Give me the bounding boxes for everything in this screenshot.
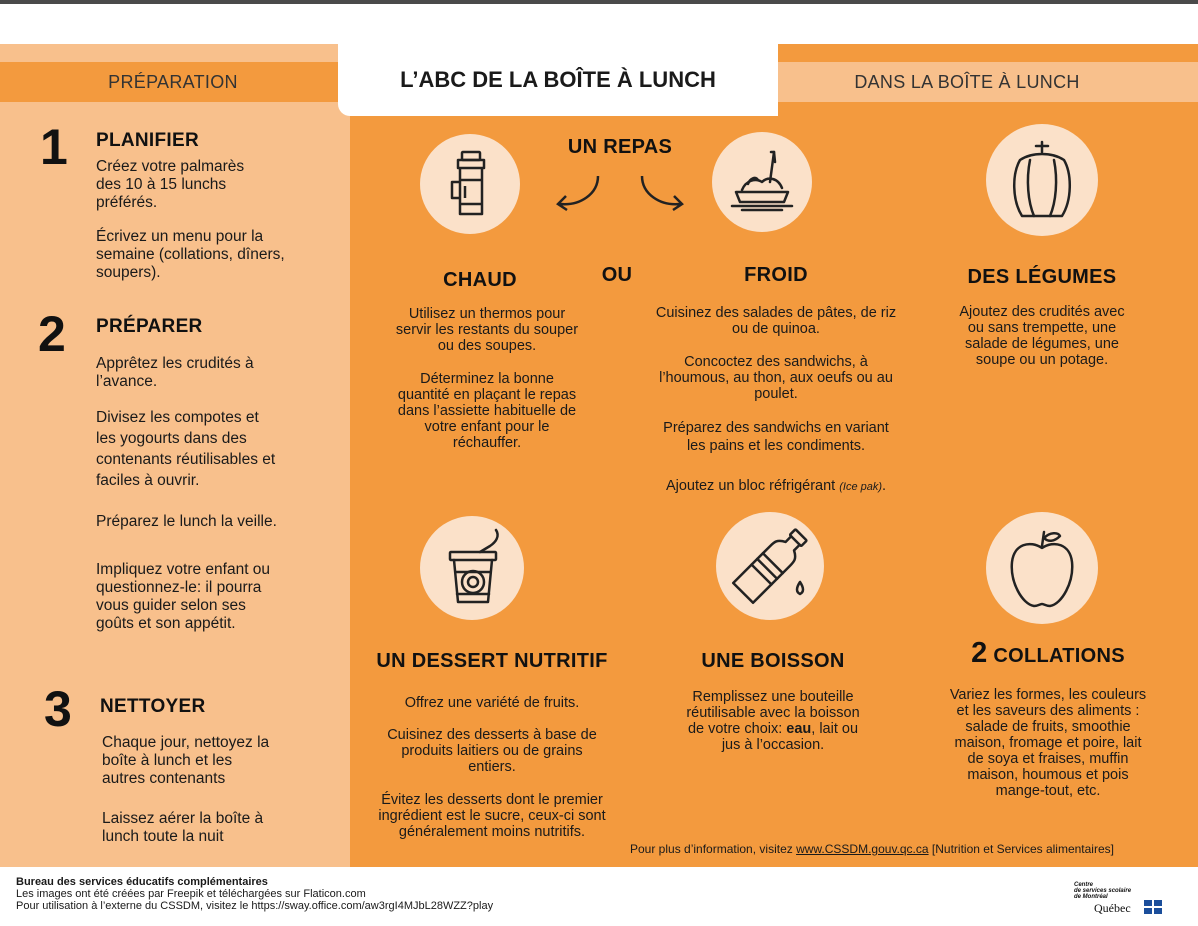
cold-paragraph-1: Cuisinez des salades de pâtes, de riz ou de quinoa. bbox=[655, 305, 897, 337]
drink-paragraph: Remplissez une bouteille réutilisable avec la boisson de votre choix: eau, lait ou jus à l’occasion. bbox=[686, 689, 860, 753]
cold-title: FROID bbox=[744, 264, 808, 286]
thermos-icon bbox=[420, 134, 520, 234]
vegetables-title: DES LÉGUMES bbox=[967, 266, 1117, 288]
step-2-title: PRÉPARER bbox=[96, 316, 203, 337]
lunchbox-header: DANS LA BOÎTE À LUNCH bbox=[854, 71, 1080, 92]
step-2-paragraph-1: Apprêtez les crudités à l’avance. bbox=[96, 355, 254, 390]
snacks-title: 2 COLLATIONS bbox=[971, 637, 1125, 669]
step-3-paragraph-1: Chaque jour, nettoyez la boîte à lunch et les autres contenants bbox=[102, 734, 270, 787]
meal-label: UN REPAS bbox=[567, 136, 673, 158]
hot-paragraph-2: Déterminez la bonne quantité en plaçant le repas dans l’assiette habituelle de votre enfant pour le réchauffer. bbox=[397, 371, 577, 451]
step-3-title: NETTOYER bbox=[100, 696, 206, 717]
header-band-right-accent bbox=[778, 44, 1198, 62]
cold-paragraph-2: Concoctez des sandwichs, à l’houmous, au thon, aux oeufs ou au poulet. bbox=[659, 354, 893, 402]
or-label: OU bbox=[601, 264, 633, 286]
header-band-left-accent bbox=[0, 44, 340, 62]
salad-bowl-icon bbox=[712, 132, 812, 232]
dessert-paragraph-3: Évitez les desserts dont le premier ingrédient est le sucre, ceux-ci sont généralement moins nutritifs. bbox=[378, 792, 606, 840]
hot-title: CHAUD bbox=[443, 269, 517, 291]
dessert-title: UN DESSERT NUTRITIF bbox=[376, 650, 608, 672]
step-3-paragraph-2: Laissez aérer la boîte à lunch toute la nuit bbox=[102, 810, 264, 845]
vegetables-paragraph: Ajoutez des crudités avec ou sans trempette, une salade de légumes, une soupe ou un potage. bbox=[959, 304, 1125, 368]
dessert-paragraph-1: Offrez une variété de fruits. bbox=[404, 695, 580, 711]
step-1-number: 1 bbox=[40, 119, 68, 175]
step-1-paragraph-1: Créez votre palmarès des 10 à 15 lunchs préférés. bbox=[96, 158, 245, 211]
step-2-number: 2 bbox=[38, 306, 66, 362]
step-2-paragraph-4: Impliquez votre enfant ou questionnez-le: il pourra vous guider selon ses goûts et son appétit. bbox=[96, 561, 271, 632]
water-bottle-icon bbox=[716, 512, 824, 620]
dessert-paragraph-2: Cuisinez des desserts à base de produits laitiers ou de grains entiers. bbox=[387, 727, 597, 775]
top-rule bbox=[0, 0, 1198, 4]
drink-title: UNE BOISSON bbox=[701, 650, 845, 672]
more-info-note: Pour plus d’information, visitez www.CSSDM.gouv.qc.ca [Nutrition et Services alimentaires] bbox=[630, 842, 1114, 856]
yogurt-icon bbox=[420, 516, 524, 620]
apple-icon bbox=[986, 512, 1098, 624]
step-1-title: PLANIFIER bbox=[96, 130, 199, 151]
snacks-paragraph: Variez les formes, les couleurs et les saveurs des aliments : salade de fruits, smoothie maison, fromage et poire, lait de soya et fraises, muffin maison, houmous et pois mange-tout, etc. bbox=[949, 687, 1147, 799]
cold-paragraph-4: Ajoutez un bloc réfrigérant (Ice pak). bbox=[665, 478, 887, 494]
step-1-paragraph-2: Écrivez un menu pour la semaine (collations, dîners, soupers). bbox=[96, 228, 285, 281]
footer-credits: Les images ont été créées par Freepik et téléchargées sur Flaticon.com bbox=[16, 888, 366, 900]
preparation-header: PRÉPARATION bbox=[108, 71, 238, 92]
quebec-flag-icon bbox=[1144, 900, 1162, 914]
step-2-paragraph-3: Préparez le lunch la veille. bbox=[96, 513, 277, 530]
page-title: L’ABC DE LA BOÎTE À LUNCH bbox=[338, 44, 778, 116]
step-2-paragraph-2: Divisez les compotes et les yogourts dans des contenants réutilisables et faciles à ouvrir. bbox=[96, 409, 276, 489]
cold-paragraph-3: Préparez des sandwichs en variant les pains et les condiments. bbox=[663, 420, 889, 454]
hot-paragraph-1: Utilisez un thermos pour servir les restants du souper ou des soupes. bbox=[395, 306, 579, 354]
pepper-icon bbox=[986, 124, 1098, 236]
footer-external-use: Pour utilisation à l’externe du CSSDM, visitez le https://sway.office.com/aw3rgI4MJbL28WZZ?play bbox=[16, 900, 494, 912]
footer-department: Bureau des services éducatifs complémentaires bbox=[16, 876, 268, 888]
left-arrow-icon bbox=[548, 172, 604, 212]
right-arrow-icon bbox=[636, 172, 692, 212]
lunchbox-panel-strip bbox=[778, 102, 1198, 116]
quebec-logo: Centre de services scolaire de Montréal Québec bbox=[1074, 882, 1170, 918]
step-3-number: 3 bbox=[44, 681, 72, 737]
cssdm-link[interactable]: www.CSSDM.gouv.qc.ca bbox=[796, 842, 929, 856]
